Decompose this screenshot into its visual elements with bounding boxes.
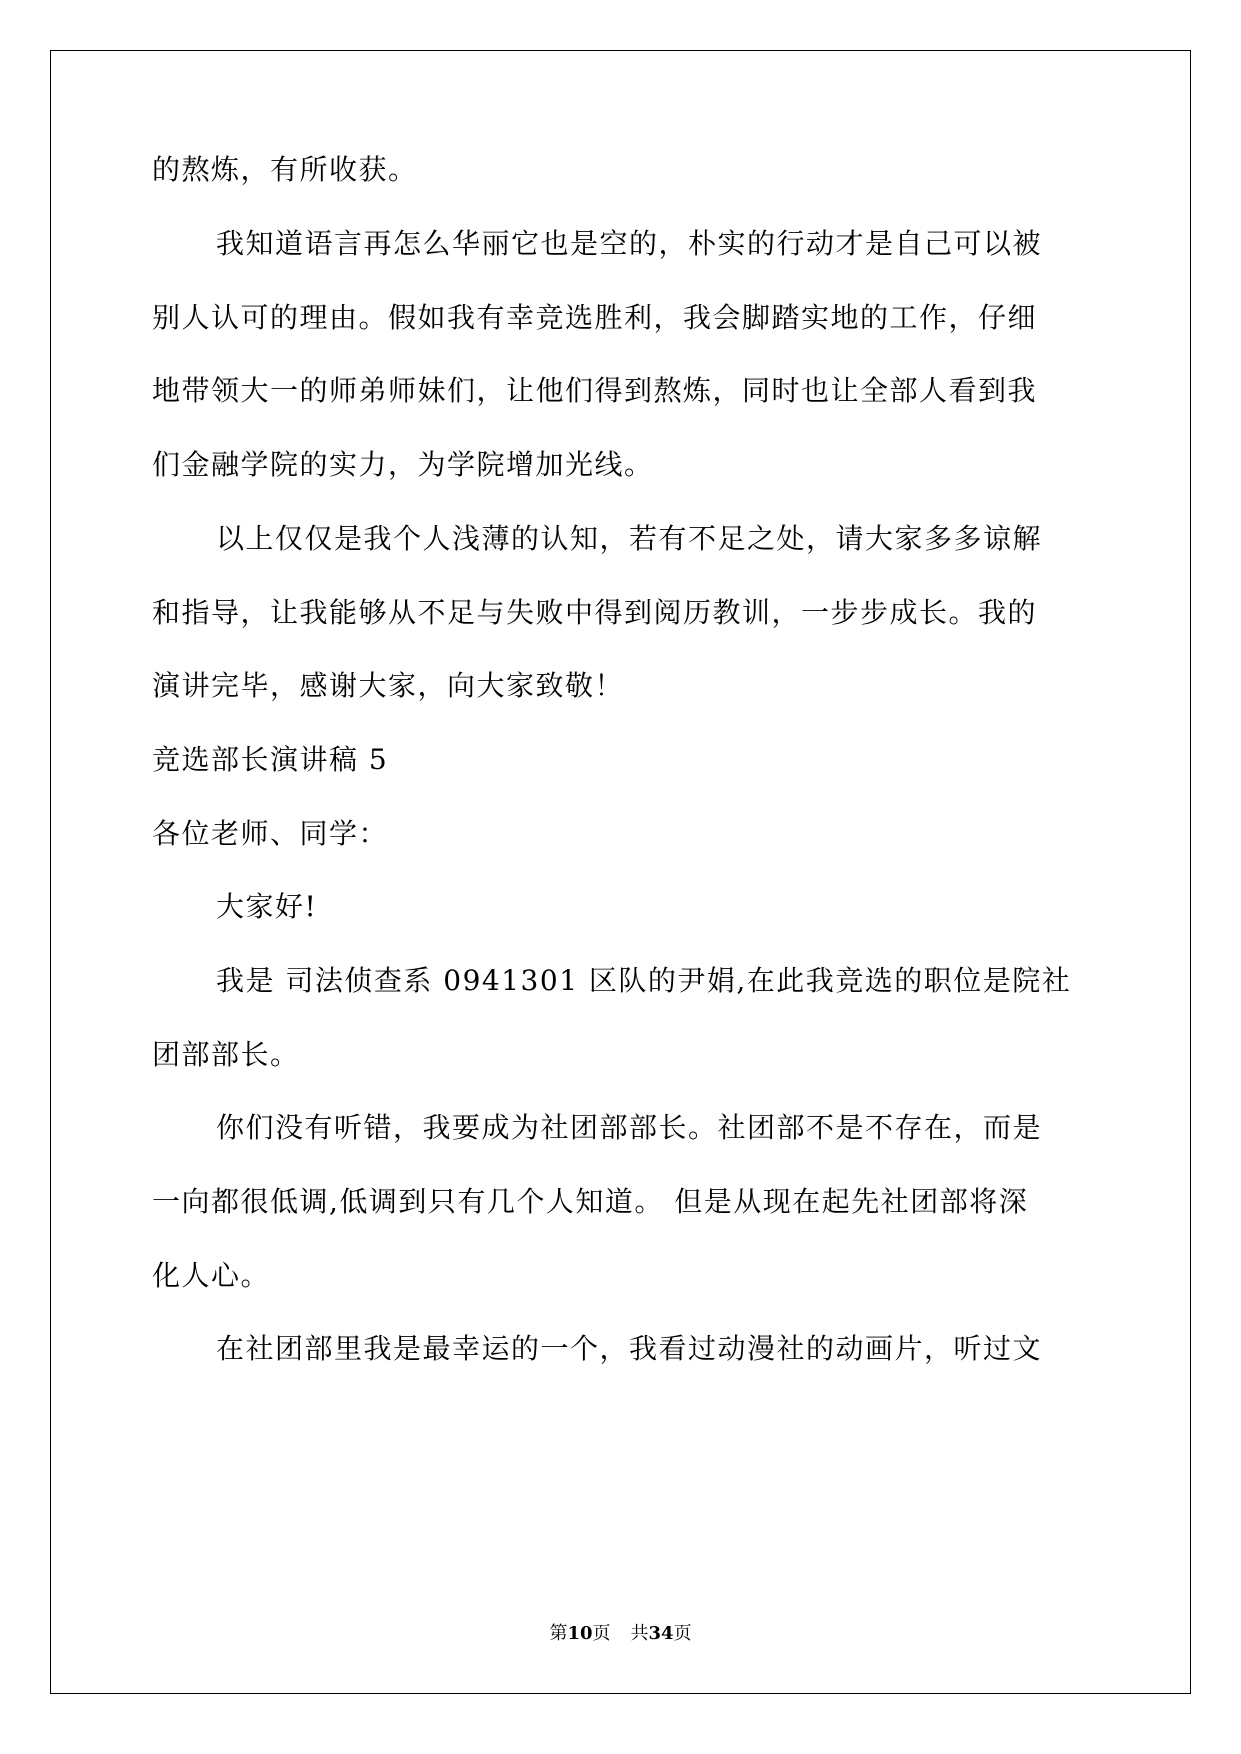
salutation: 各位老师、同学： <box>152 817 389 850</box>
page-current: 10 <box>567 1623 593 1644</box>
page-prefix: 第 <box>549 1623 568 1644</box>
body-line-7: 和指导，让我能够从不足与失败中得到阅历教训，一步步成长。我的 <box>152 596 1038 629</box>
body-line-1: 的熬炼，有所收获。 <box>152 153 418 186</box>
total-label: 页 <box>673 1623 692 1644</box>
greeting: 大家好! <box>216 890 318 923</box>
body-line-3: 别人认可的理由。假如我有幸竞选胜利，我会脚踏实地的工作，仔细 <box>152 301 1038 334</box>
page-total: 34 <box>648 1623 674 1644</box>
body-line-16: 化人心。 <box>152 1259 271 1292</box>
body-line-6: 以上仅仅是我个人浅薄的认知，若有不足之处，请大家多多谅解 <box>216 522 1043 555</box>
total-prefix: 共 <box>630 1623 649 1644</box>
body-line-15: 一向都很低调,低调到只有几个人知道。 但是从现在起先社团部将深 <box>152 1185 1029 1218</box>
page-border <box>50 50 1191 1694</box>
body-line-14: 你们没有听错，我要成为社团部部长。社团部不是不存在，而是 <box>216 1111 1043 1144</box>
body-line-2: 我知道语言再怎么华丽它也是空的，朴实的行动才是自己可以被 <box>216 227 1043 260</box>
body-line-8: 演讲完毕，感谢大家，向大家致敬！ <box>152 669 625 702</box>
body-line-5: 们金融学院的实力，为学院增加光线。 <box>152 448 654 481</box>
body-line-13: 团部部长。 <box>152 1038 300 1071</box>
section-heading: 竞选部长演讲稿 5 <box>152 743 389 776</box>
page-footer <box>0 1622 1241 1646</box>
page-label: 页 <box>592 1623 611 1644</box>
body-line-17: 在社团部里我是最幸运的一个，我看过动漫社的动画片，听过文 <box>216 1332 1043 1365</box>
body-line-12: 我是 司法侦查系 0941301 区队的尹娟,在此我竞选的职位是院社 <box>216 964 1072 997</box>
body-line-4: 地带领大一的师弟师妹们，让他们得到熬炼，同时也让全部人看到我 <box>152 374 1038 407</box>
